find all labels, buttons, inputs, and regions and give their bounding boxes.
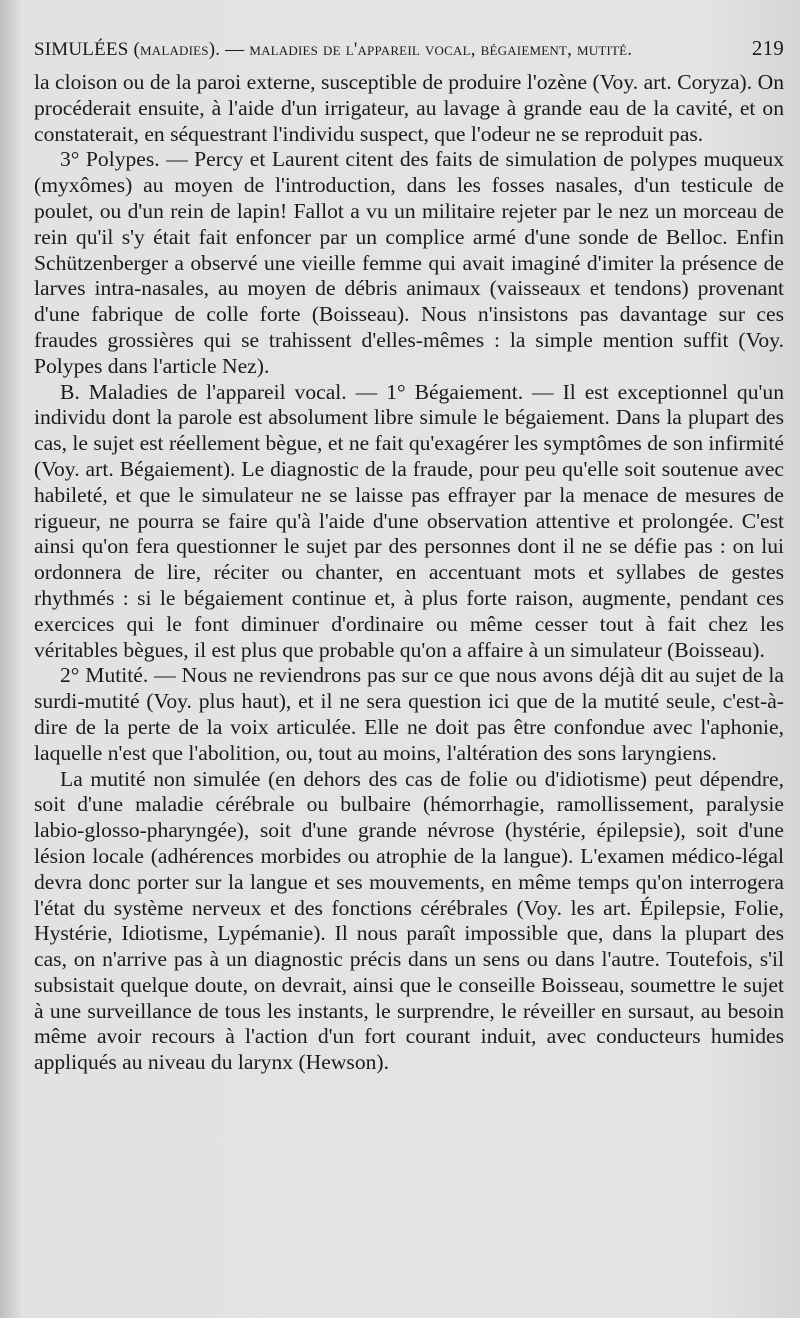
page-header xyxy=(34,36,784,61)
paragraph-ozene-continuation: la cloison ou de la paroi externe, susceptible de produire l'ozène (Voy. art. Coryza). On procéderait ensuite, à l'aide d'un irrigateur, au lavage à grande eau de la cavité, et on constaterait, en séquestrant l'individu suspect, que l'odeur ne se reproduit pas. xyxy=(34,70,784,146)
paragraph-polypes: 3° Polypes. — Percy et Laurent citent des faits de simulation de polypes muqueux (myxômes) au moyen de l'introduction, dans les fosses nasales, d'un testicule de poulet, ou d'un rein de lapin! Fallot a vu un militaire rejeter par le nez un morceau de rein qu'il s'y était fait enfoncer par un complice armé d'une sonde de Belloc. Enfin Schützenberger a observé une vieille femme qui avait imaginé d'imiter la présence de larves intra-nasales, au moyen de débris animaux (vaisseaux et tendons) provenant d'une fabrique de colle forte (Boisseau). Nous n'insistons pas davantage sur ces fraudes grossières qui se trahissent d'elles-mêmes : la simple mention suffit (Voy. Polypes dans l'article Nez). xyxy=(34,147,784,378)
paragraph-mutite: 2° Mutité. — Nous ne reviendrons pas sur ce que nous avons déjà dit au sujet de la surdi-mutité (Voy. plus haut), et il ne sera question ici que de la mutité seule, c'est-à-dire de la perte de la voix articulée. Elle ne doit pas être confondue avec l'aphonie, laquelle n'est que l'abolition, ou, tout au moins, l'altération des sons laryngiens. xyxy=(34,663,784,765)
paragraph-begaiement: B. Maladies de l'appareil vocal. — 1° Bégaiement. — Il est exceptionnel qu'un individu dont la parole est absolument libre simule le bégaiement. Dans la plupart des cas, le sujet est réellement bègue, et ne fait qu'exagérer les symptômes de son infirmité (Voy. art. Bégaiement). Le diagnostic de la fraude, pour peu qu'elle soit soutenue avec habileté, et que le simulateur ne se laisse pas effrayer par la menace de mesures de rigueur, ne pourra se faire qu'à l'aide d'une observation attentive et prolongée. C'est ainsi qu'on fera questionner le sujet par des personnes dont il ne se défie pas : on lui ordonnera de lire, réciter ou chanter, en accentuant mots et syllabes de gestes rhythmés : si le bégaiement continue et, à plus forte raison, augmente, pendant ces exercices qui le font diminuer d'ordinaire ou même cesser tout à fait chez les véritables bègues, il est plus que probable qu'on a affaire à un simulateur (Boisseau). xyxy=(34,379,784,662)
running-title: SIMULÉES (maladies). — maladies de l'appareil vocal, bégaiement, mutité. xyxy=(34,39,633,60)
page-number: 219 xyxy=(751,36,784,60)
body-text xyxy=(34,70,784,1076)
paragraph-mutite-non-simulee: La mutité non simulée (en dehors des cas de folie ou d'idiotisme) peut dépendre, soit d'une maladie cérébrale ou bulbaire (hémorrhagie, ramollissement, paralysie labio-glosso-pharyngée), soit d'une grande névrose (hystérie, épilepsie), soit d'une lésion locale (adhérences morbides ou atrophie de la langue). L'examen médico-légal devra donc porter sur la langue et ses mouvements, en même temps qu'on interrogera l'état du système nerveux et des fonctions cérébrales (Voy. les art. Épilepsie, Folie, Hystérie, Idiotisme, Lypémanie). Il nous paraît impossible que, dans la plupart des cas, on n'arrive pas à un diagnostic précis dans un sens ou dans l'autre. Toutefois, s'il subsistait quelque doute, on devrait, ainsi que le conseille Boisseau, soumettre le sujet à une surveillance de tous les instants, le surprendre, le réveiller en sursaut, au besoin même avoir recours à l'action d'un fort courant induit, avec conducteurs humides appliqués au niveau du larynx (Hewson). xyxy=(34,766,784,1075)
